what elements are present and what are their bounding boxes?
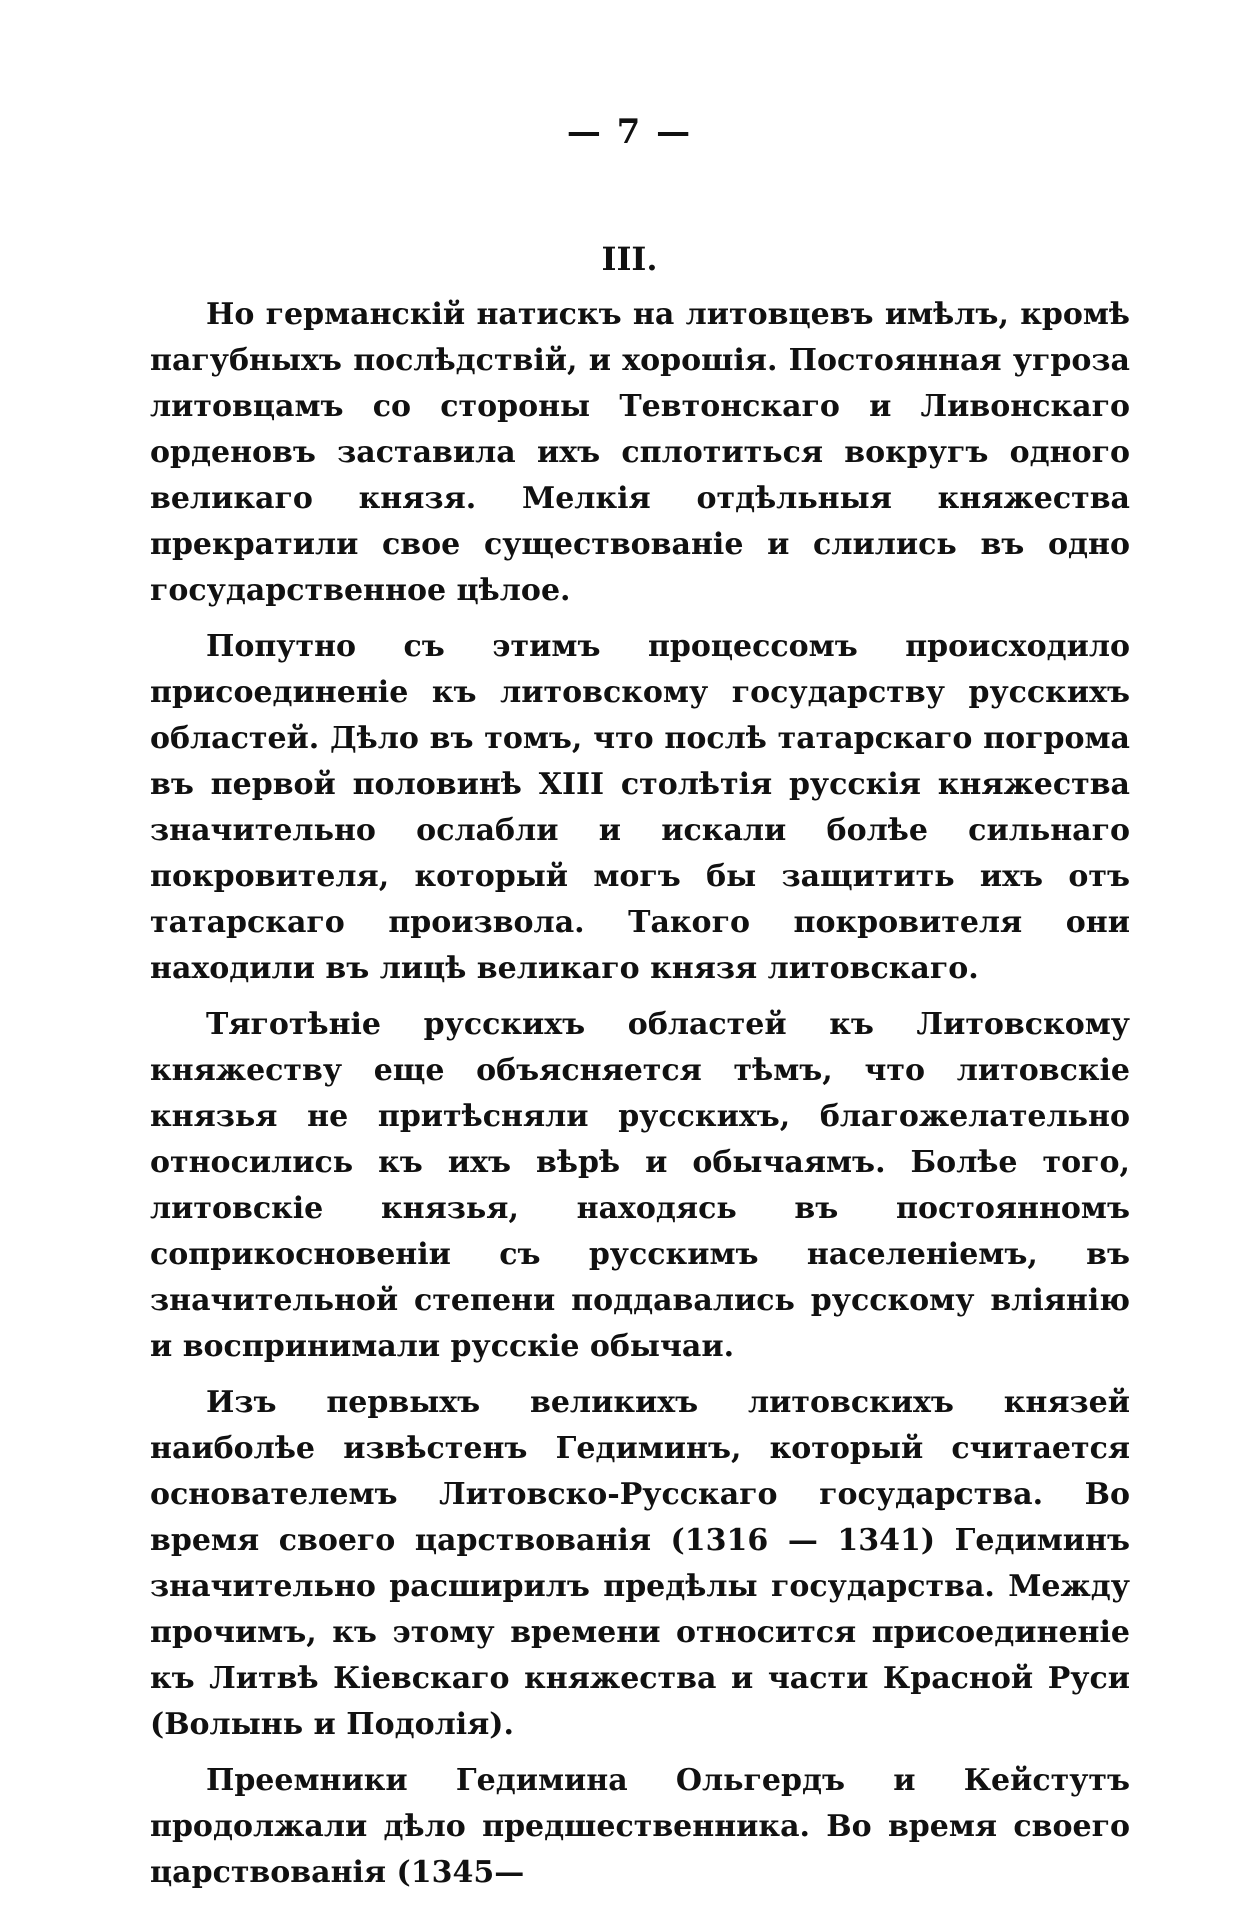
paragraph-4: Изъ первыхъ великихъ литовскихъ князей наиболѣе извѣстенъ Гедиминъ, который считается основателемъ Литовско-Русскаго государства. Во время своего царствованія (1316 — 1341) Гедиминъ значительно расширилъ предѣлы государства. Между прочимъ, къ этому времени относится присоединеніе къ Литвѣ Кіевскаго княжества и части Красной Руси (Волынь и Подолія). bbox=[150, 1385, 1130, 1742]
paragraph-5: Преемники Гедимина Ольгердъ и Кейстутъ продолжали дѣло предшественника. Во время своего царствованія (1345— bbox=[150, 1763, 1130, 1890]
page-number: — 7 — bbox=[566, 112, 693, 152]
paragraph-2: Попутно съ этимъ процессомъ происходило присоединеніе къ литовскому государству русскихъ областей. Дѣло въ томъ, что послѣ татарскаго погрома въ первой половинѣ XIII столѣтія русскія княжества значительно ослабли и искали болѣе сильнаго покровителя, который могъ бы защитить ихъ отъ татарскаго произвола. Такого покровителя они находили въ лицѣ великаго князя литовскаго. bbox=[150, 629, 1130, 986]
paragraph-1: Но германскій натискъ на литовцевъ имѣлъ, кромѣ пагубныхъ послѣдствій, и хорошія. Постоянная угроза литовцамъ со стороны Тевтонскаго и Ливонскаго орденовъ заставила ихъ сплотиться вокругъ одного великаго князя. Мелкія отдѣльныя княжества прекратили свое существованіе и слились въ одно государственное цѣлое. bbox=[150, 297, 1130, 608]
paragraph-3: Тяготѣніе русскихъ областей къ Литовскому княжеству еще объясняется тѣмъ, что литовскіе князья не притѣсняли русскихъ, благожелательно относились къ ихъ вѣрѣ и обычаямъ. Болѣе того, литовскіе князья, находясь въ постоянномъ соприкосновеніи съ русскимъ населеніемъ, въ значительной степени поддавались русскому вліянію и воспринимали русскіе обычаи. bbox=[150, 1007, 1130, 1364]
section-heading: III. bbox=[601, 240, 658, 278]
body-text bbox=[150, 292, 1130, 1906]
